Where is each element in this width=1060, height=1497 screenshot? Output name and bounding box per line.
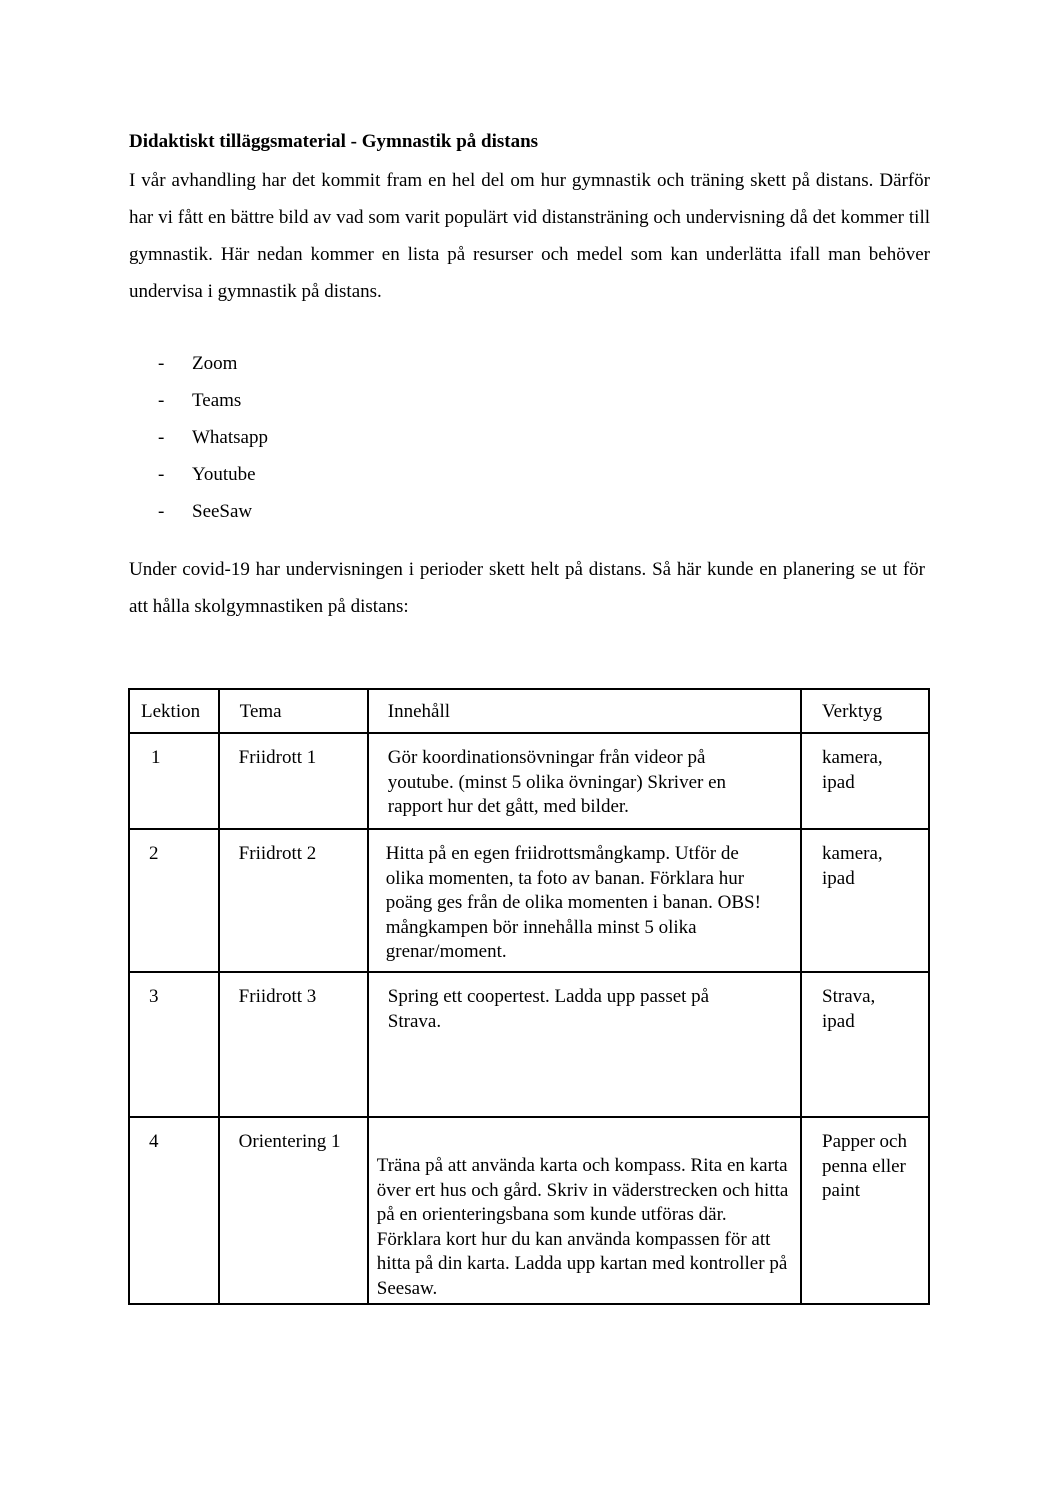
cell-tema <box>219 829 368 972</box>
verktyg-text: kamera, ipad <box>822 747 883 793</box>
dash-marker: - <box>158 353 165 374</box>
list-item <box>129 493 529 530</box>
cell-lektion <box>129 972 219 1117</box>
table-header-row <box>129 689 929 733</box>
cell-verktyg <box>801 829 929 972</box>
cell-innehall <box>368 1117 801 1304</box>
tool-item-label: Zoom <box>192 353 238 374</box>
verktyg-text: Strava, ipad <box>822 986 876 1032</box>
header-lektion: Lektion <box>141 701 201 722</box>
tema-text: Friidrott 1 <box>238 747 317 768</box>
table-row <box>129 733 929 829</box>
cell-verktyg <box>801 1117 929 1304</box>
cell-tema <box>219 972 368 1117</box>
list-item <box>129 345 529 382</box>
lektion-number: 3 <box>149 986 159 1007</box>
tema-text: Orientering 1 <box>238 1131 341 1152</box>
tool-list <box>129 345 529 530</box>
dash-marker: - <box>158 501 165 522</box>
innehall-text: Träna på att använda karta och kompass. Rita en karta över ert hus och gård. Skriv in väderstrecken och hitta på en orienteringsbana som kunde utföras där. Förklara kort hur du kan använda kompassen för att hitta på din karta. Ladda upp kartan med kontroller på Seesaw. <box>376 1155 789 1299</box>
innehall-text: Gör koordinationsövningar från videor på youtube. (minst 5 olika övningar) Skriver en rapport hur det gått, med bilder. <box>387 747 727 817</box>
tool-item-label: Youtube <box>192 464 256 485</box>
table-row <box>129 972 929 1117</box>
header-cell-lektion <box>129 689 219 733</box>
dash-marker: - <box>158 464 165 485</box>
cell-lektion <box>129 1117 219 1304</box>
list-item <box>129 456 529 493</box>
list-item <box>129 382 529 419</box>
tool-item-label: Whatsapp <box>192 427 268 448</box>
tema-text: Friidrott 3 <box>238 986 317 1007</box>
dash-marker: - <box>158 390 165 411</box>
cell-verktyg <box>801 733 929 829</box>
header-cell-innehall <box>368 689 801 733</box>
lektion-number: 2 <box>149 843 159 864</box>
header-cell-verktyg <box>801 689 929 733</box>
cell-tema <box>219 733 368 829</box>
document-title: Didaktiskt tilläggsmaterial - Gymnastik på distans <box>129 131 539 152</box>
lektion-number: 4 <box>149 1131 159 1152</box>
cell-lektion <box>129 829 219 972</box>
innehall-text: Hitta på en egen friidrottsmångkamp. Utför de olika momenten, ta foto av banan. Förklara hur poäng ges från de olika momenten i banan. OBS! mångkampen bör innehålla minst 5 olika grenar/moment. <box>385 843 761 962</box>
intro-paragraph: I vår avhandling har det kommit fram en hel del om hur gymnastik och träning skett på distans. Därför har vi fått en bättre bild av vad som varit populärt vid distansträning och undervisning då det kommer till gymnastik. Här nedan kommer en lista på resurser och medel som kan underlätta ifall man behöver undervisa i gymnastik på distans. <box>129 170 930 302</box>
tool-item-label: SeeSaw <box>192 501 253 522</box>
tool-item-label: Teams <box>192 390 242 411</box>
table-row <box>129 829 929 972</box>
innehall-text: Spring ett coopertest. Ladda upp passet på Strava. <box>387 986 710 1032</box>
table-row <box>129 1117 929 1304</box>
cell-innehall <box>368 733 801 829</box>
cell-innehall <box>368 829 801 972</box>
header-verktyg: Verktyg <box>822 701 883 722</box>
lesson-plan-table <box>128 688 930 1305</box>
header-tema: Tema <box>239 701 282 722</box>
lektion-number: 1 <box>151 747 161 768</box>
cell-verktyg <box>801 972 929 1117</box>
verktyg-text: Papper och penna eller paint <box>822 1131 907 1201</box>
cell-innehall <box>368 972 801 1117</box>
verktyg-text: kamera, ipad <box>822 843 883 889</box>
header-cell-tema <box>219 689 368 733</box>
cell-lektion <box>129 733 219 829</box>
tema-text: Friidrott 2 <box>238 843 317 864</box>
cell-tema <box>219 1117 368 1304</box>
header-innehall: Innehåll <box>387 701 451 722</box>
list-item <box>129 419 529 456</box>
planning-paragraph: Under covid-19 har undervisningen i perioder skett helt på distans. Så här kunde en planering se ut för att hålla skolgymnastiken på distans: <box>129 559 925 617</box>
dash-marker: - <box>158 427 165 448</box>
